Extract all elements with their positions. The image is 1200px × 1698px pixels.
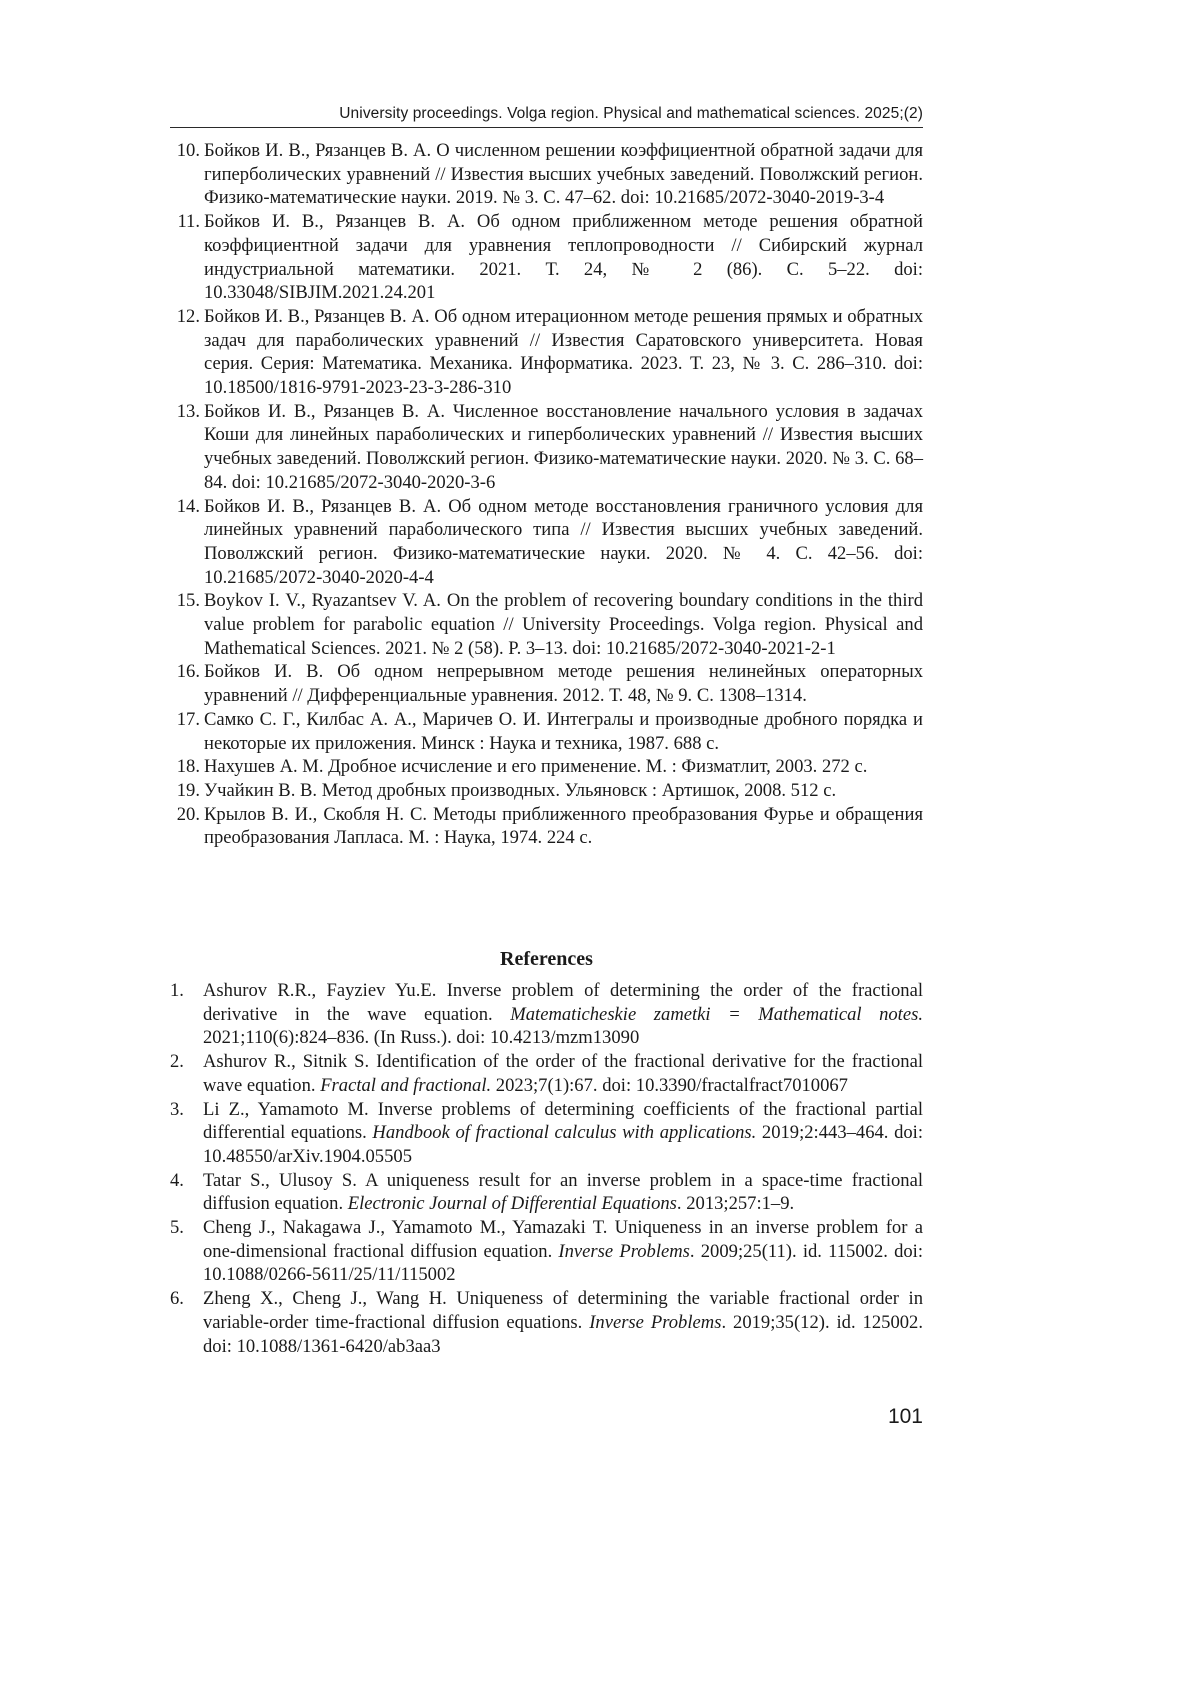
reference-item: [170, 779, 923, 803]
reference-text: Boykov I. V., Ryazantsev V. A. On the problem of recovering boundary conditions in the third value problem for parabolic equation // University Proceedings. Volga region. Physical and Mathematical Sciences. 2021. № 2 (58). P. 3–13. doi: 10.21685/2072-3040-2021-2-1: [204, 590, 923, 659]
reference-journal: Fractal and fractional.: [320, 1074, 492, 1096]
reference-journal: Electronic Journal of Differential Equations: [347, 1193, 677, 1215]
reference-authors-title: Cheng J., Nakagawa J., Yamamoto M., Yamazaki T. Uniqueness in an inverse problem for a one-dimensional fractional diffusion equation.: [203, 1217, 923, 1262]
reference-number: 17.: [176, 708, 200, 730]
reference-number: 6.: [170, 1288, 184, 1310]
reference-details: 2021;110(6):824–836. (In Russ.). doi: 10.4213/mzm13090: [203, 1027, 640, 1049]
reference-authors-title: Li Z., Yamamoto M. Inverse problems of determining coefficients of the fractional partial differential equations.: [203, 1098, 923, 1144]
reference-number: 14.: [176, 495, 200, 517]
reference-number: 3.: [170, 1098, 184, 1120]
russian-reference-list: [170, 139, 923, 850]
reference-text: Бойков И. В., Рязанцев В. А. Об одном итерационном методе решения прямых и обратных задач для параболических уравнений // Известия Саратовского университета. Новая серия. Серия: Математика. Механика. Информатика. 2023. Т. 23, № 3. С. 286–310. doi: 10.18500/1816-9791-2023-23-3-286-310: [204, 305, 923, 399]
reference-number: 16.: [176, 661, 200, 683]
reference-number: 11.: [177, 211, 200, 233]
reference-number: 4.: [170, 1169, 184, 1191]
reference-journal: Handbook of fractional calculus with applications.: [372, 1122, 757, 1144]
reference-text: [203, 1050, 923, 1097]
reference-details: 2019;2:443–464. doi: 10.48550/arXiv.1904.05505: [203, 1122, 923, 1167]
reference-authors-title: Ashurov R., Sitnik S. Identification of the order of the fractional derivative for the fractional wave equation.: [203, 1051, 923, 1096]
reference-item: [170, 708, 923, 755]
reference-number: 12.: [176, 305, 200, 327]
reference-item: [170, 305, 923, 400]
reference-text: [203, 1216, 923, 1287]
reference-authors-title: Tatar S., Ulusoy S. A uniqueness result for an inverse problem in a space-time fractional diffusion equation.: [203, 1169, 923, 1215]
reference-details: . 2019;35(12). id. 125002. doi: 10.1088/1361-6420/ab3aa3: [203, 1311, 923, 1357]
reference-text: Нахушев А. М. Дробное исчисление и его применение. М. : Физматлит, 2003. 272 с.: [204, 756, 868, 778]
reference-number: 15.: [176, 590, 200, 612]
reference-text: [203, 979, 923, 1050]
reference-item: [170, 210, 923, 305]
reference-item: [170, 1050, 923, 1097]
reference-item: [170, 803, 923, 850]
reference-number: 18.: [176, 756, 200, 778]
reference-details: . 2009;25(11). id. 115002. doi: 10.1088/0266-5611/25/11/115002: [203, 1240, 924, 1286]
reference-text: Бойков И. В. Об одном непрерывном методе решения нелинейных операторных уравнений // Дифференциальные уравнения. 2012. Т. 48, № 9. С. 1308–1314.: [204, 661, 923, 707]
reference-text: Бойков И. В., Рязанцев В. А. О численном решении коэффициентной обратной задачи для гиперболических уравнений // Известия высших учебных заведений. Поволжский регион. Физико-математические науки. 2019. № 3. С. 47–62. doi: 10.21685/2072-3040-2019-3-4: [204, 140, 923, 209]
reference-number: 20.: [176, 803, 200, 825]
reference-text: Крылов В. И., Скобля Н. С. Методы приближенного преобразования Фурье и обращения преобразования Лапласа. М. : Наука, 1974. 224 с.: [204, 803, 923, 849]
reference-details: . 2013;257:1–9.: [676, 1193, 795, 1215]
reference-number: 5.: [170, 1217, 184, 1239]
reference-item: [170, 755, 923, 779]
reference-item: [170, 1169, 923, 1216]
reference-authors-title: Ashurov R.R., Fayziev Yu.E. Inverse problem of determining the order of the fractional derivative in the wave equation.: [203, 980, 923, 1025]
reference-number: 1.: [170, 980, 184, 1001]
header-rule: [170, 127, 923, 128]
reference-text: Бойков И. В., Рязанцев В. А. Об одном приближенном методе решения обратной коэффициентной задачи для уравнения теплопроводности // Сибирский журнал индустриальной математики. 2021. Т. 24, № 2 (86). С. 5–22. doi: 10.33048/SIBJIM.2021.24.201: [204, 211, 923, 304]
reference-journal: Inverse Problems: [558, 1240, 690, 1262]
running-header: University proceedings. Volga region. Physical and mathematical sciences. 2025;(2): [339, 105, 923, 122]
reference-item: [170, 400, 923, 495]
reference-item: [170, 589, 923, 660]
reference-item: [170, 495, 923, 590]
reference-item: [170, 1098, 923, 1169]
reference-text: Самко С. Г., Килбас А. А., Маричев О. И. Интегралы и производные дробного порядка и некоторые их приложения. Минск : Наука и техника, 1987. 688 с.: [204, 708, 923, 754]
reference-details: 2023;7(1):67. doi: 10.3390/fractalfract7010067: [491, 1074, 848, 1096]
reference-text: Учайкин В. В. Метод дробных производных. Ульяновск : Артишок, 2008. 512 с.: [204, 779, 837, 801]
reference-text: Бойков И. В., Рязанцев В. А. Численное восстановление начального условия в задачах Коши для линейных параболических и гиперболических уравнений // Известия высших учебных заведений. Поволжский регион. Физико-математические науки. 2020. № 3. С. 68–84. doi: 10.21685/2072-3040-2020-3-6: [204, 400, 923, 493]
english-reference-list: [170, 979, 923, 1358]
reference-number: 10.: [176, 140, 200, 161]
reference-text: [203, 1098, 923, 1169]
reference-item: [170, 1287, 923, 1358]
reference-number: 2.: [170, 1051, 184, 1073]
reference-number: 19.: [176, 779, 200, 801]
reference-item: [170, 660, 923, 707]
reference-item: [170, 139, 923, 210]
reference-journal: Inverse Problems: [589, 1311, 722, 1333]
reference-text: Бойков И. В., Рязанцев В. А. Об одном методе восстановления граничного условия для линейных уравнений параболического типа // Известия высших учебных заведений. Поволжский регион. Физико-математические науки. 2020. № 4. С. 42–56. doi: 10.21685/2072-3040-2020-4-4: [204, 495, 923, 588]
page-number: 101: [887, 1405, 923, 1428]
reference-item: [170, 979, 923, 1050]
reference-text: [203, 1287, 923, 1358]
reference-authors-title: Zheng X., Cheng J., Wang H. Uniqueness of determining the variable fractional order in variable-order time-fractional diffusion equations.: [203, 1288, 923, 1333]
references-heading: References: [500, 948, 593, 970]
reference-number: 13.: [176, 400, 200, 422]
reference-item: [170, 1216, 923, 1287]
reference-text: [203, 1169, 923, 1216]
reference-journal: Matematicheskie zametki = Mathematical notes.: [510, 1003, 923, 1025]
